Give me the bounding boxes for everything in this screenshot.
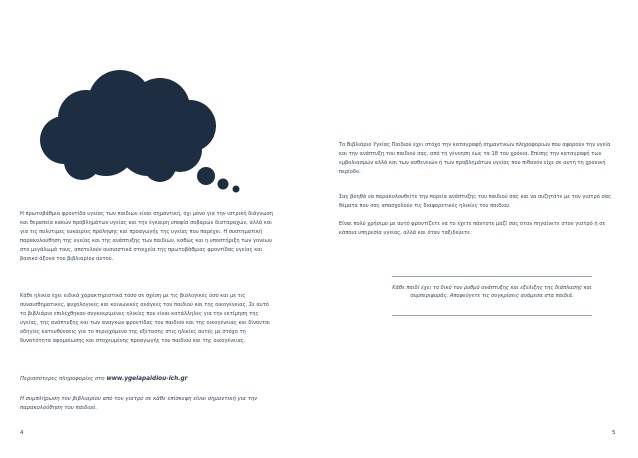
page-number-right: 5 [612,430,616,436]
quote-top-rule [392,276,592,277]
more-info-label: Περισσότερες πληροφορίες στο [20,376,105,382]
thought-cloud-icon [20,66,258,194]
more-info-line [20,376,187,382]
purpose-paragraph: Το Βιβλιάριο Υγείας Παιδιού έχει στόχο την καταγραφή σημαντικών πληροφοριών που αφορούν την υγεία και την ανάπτυξη του παιδιού σας, από τη γέννηση έως τα 18 του χρόνια. Επίσης την καταγραφή των εμβολιασμών αλλά και των ασθενειών ή των προβλημάτων υγείας που πιθανόν είχε σε αυτή τη χρονική περίοδο. [339,142,611,175]
quote-bottom-rule [392,315,592,316]
highlight-quote: Κάθε παιδί έχει το δικό του ρυθμό ανάπτυξης και εξέλιξης της διάπλασης και συμπεριφοράς. Αποφεύγετε τις συγκρίσεις ανάμεσα στα παιδιά. [392,285,592,300]
completion-note: Η συμπλήρωση του βιβλιαρίου από τον γιατρό σε κάθε επίσκεψη είναι σημαντική για την παρακολούθηση του παιδιού. [20,396,258,411]
intro-paragraph: Η πρωτοβάθμια φροντίδα υγείας των παιδιών είναι σημαντική, όχι μόνο για την ιατρική διάγνωση και θεραπεία κακών προβλημάτων υγείας και την έγκαιρη υποψία σοβαρών διαταραχών, αλλά και για τις πολύτιμες ευκαιρίες πρόληψης και προαγωγής της υγείας που παρέχει. Η συστηματική παρακολούθηση της υγείας και της ανάπτυξης των παιδιών, καθώς και η υποστήριξη των γονέων στο μεγάλωμά τους, αποτελούν ουσιαστικά στοιχεία της πρωτοβάθμιας φροντίδας υγείας και βασικό άξονα του βιβλιαρίου αυτού. [20,211,273,262]
ages-paragraph: Κάθε ηλικία έχει ειδικά χαρακτηριστικά τόσο σε σχέση με τις βιολογικές όσο και με τις συναισθηματικές, ψυχολογικές και κοινωνικές ανάγκες του παιδιού και της οικογένειας. Σε αυτό το βιβλιάριο επιλέχθηκαν συγκεκριμένες ηλικίες που είναι κατάλληλες για την εκτίμηση της υγείας, της ανάπτυξης και των αναγκών φροντίδας του παιδιού και της οικογένειας και δίνονται οδηγίες κατευθύνσεις για το περιεχόμενο της εξέτασης στις ηλικίες αυτές με στόχο τη δυνατότητα αφομοίωσης και στοχευμένης προαγωγής του παιδιού και της οικογένειας. [20,293,271,344]
page-number-left: 4 [20,430,24,436]
support-paragraph: Σας βοηθά να παρακολουθείτε την πορεία ανάπτυξης του παιδιού σας και να συζητάτε με τον γιατρό σας θέματα που σας απασχολούν τις διαφορετικές ηλικίες του παιδιού. [339,194,612,209]
website-link[interactable]: www.ygeiapaidiou-ich.gr [106,376,188,382]
usage-paragraph: Είναι πολύ χρήσιμο με αυτό φροντίζετε να το έχετε πάντοτε μαζί σας όταν πηγαίνετε στον γιατρό ή σε κάποια υπηρεσία υγείας, αλλά και όταν ταξιδεύετε. [339,221,606,236]
